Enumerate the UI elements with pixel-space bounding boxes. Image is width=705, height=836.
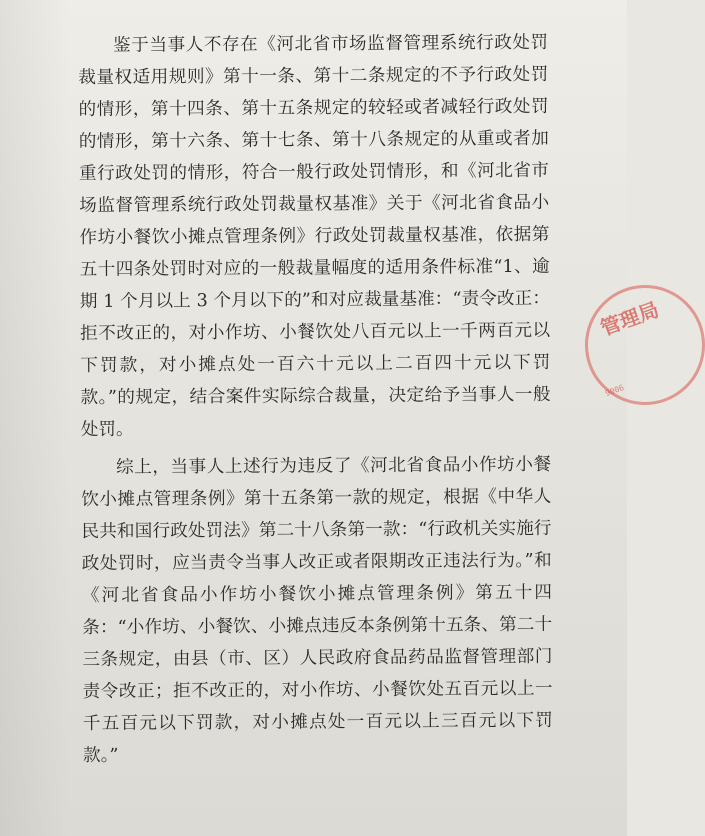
seal-number: 9006 bbox=[604, 382, 626, 399]
document-body bbox=[78, 27, 553, 772]
paragraph-discretion: 鉴于当事人不存在《河北省市场监督管理系统行政处罚裁量权适用规则》第十一条、第十二条规定的不予行政处罚的情形，第十四条、第十五条规定的较轻或者减轻行政处罚的情形，第十六条、第十七条、第十八条规定的从重或者加重行政处罚的情形，符合一般行政处罚情形，和《河北省市场监督管理系统行政处罚裁量权基准》关于《河北省食品小作坊小餐饮小摊点管理条例》行政处罚裁量权基准，依据第五十四条处罚时对应的一般裁量幅度的适用条件标准“1、逾期 1 个月以上 3 个月以下的”和对应裁量基准：“责令改正：拒不改正的，对小作坊、小餐饮处八百元以上一千两百元以下罚款，对小摊点处一百六十元以上二百四十元以下罚款。”的规定，结合案件实际综合裁量，决定给予当事人一般处罚。 bbox=[78, 32, 551, 440]
page-shadow bbox=[0, 0, 70, 836]
paragraph-conclusion: 综上，当事人上述行为违反了《河北省食品小作坊小餐饮小摊点管理条例》第十五条第一款的规定，根据《中华人民共和国行政处罚法》第二十八条第一款：“行政机关实施行政处罚时，应当责令当事人改正或者限期改正违法行为。”和《河北省食品小作坊小餐饮小摊点管理条例》第五十四条：“小作坊、小餐饮、小摊点违反本条例第十五条、第二十三条规定，由县（市、区）人民政府食品药品监督管理部门责令改正；拒不改正的，对小作坊、小餐饮处五百元以上一千五百元以下罚款，对小摊点处一百元以上三百元以下罚款。” bbox=[81, 454, 553, 766]
seal-text: 管理局 bbox=[597, 297, 662, 341]
